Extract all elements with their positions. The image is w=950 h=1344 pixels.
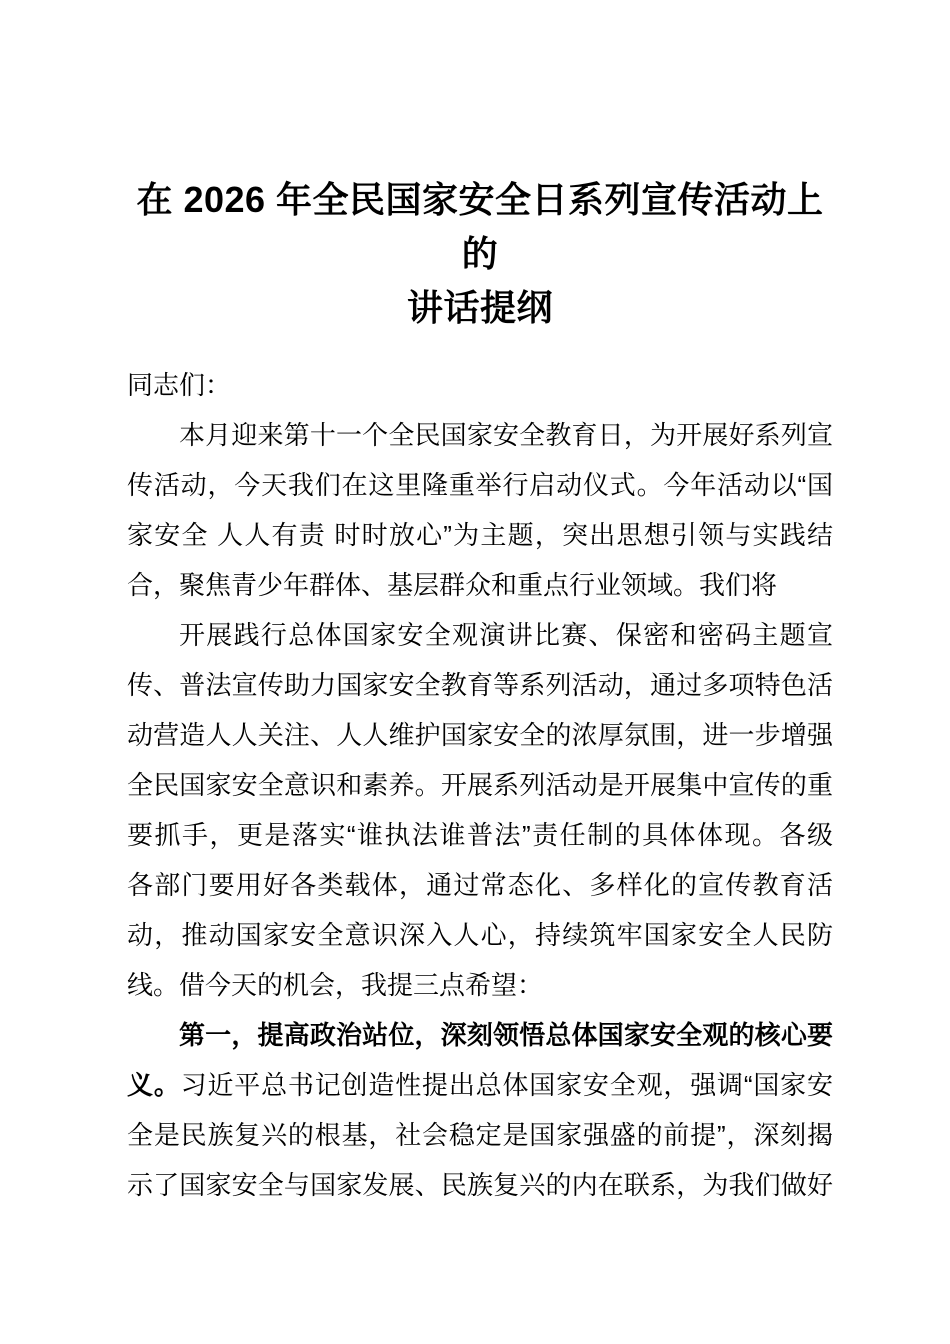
text-line: 传、普法宣传助力国家安全教育等系列活动，通过多项特色活 [127,670,833,700]
paragraph-3 [127,1010,833,1210]
text-line: 示了国家安全与国家发展、民族复兴的内在联系，为我们做好 [127,1170,833,1200]
text-line: 家安全 人人有责 时时放心”为主题，突出思想引领与实践结 [127,520,833,550]
title-line-1: 在 2026 年全民国家安全日系列宣传活动上的 [136,179,824,274]
text-line: 全民国家安全意识和素养。开展系列活动是开展集中宣传的重 [127,770,833,800]
title-line-2: 讲话提纲 [406,287,553,328]
paragraph-2 [127,610,833,1010]
text-line: 全是民族复兴的根基，社会稳定是国家强盛的前提”，深刻揭 [127,1120,833,1150]
salutation-paragraph [127,360,833,410]
text-line: 同志们： [127,370,232,400]
text-line: 线。借今天的机会，我提三点希望： [127,970,544,1000]
text-line: 动，推动国家安全意识深入人心，持续筑牢国家安全人民防 [127,920,833,950]
text-line-bold-lead: 第一，提高政治站位，深刻领悟总体国家安全观的核心要 [179,1020,833,1050]
text-line [127,1060,833,1110]
document-title [127,173,833,335]
text-run: 习近平总书记创造性提出总体国家安全观，强调“国家安 [180,1070,833,1100]
document-content [127,173,833,1210]
bold-lead-end: 义。 [127,1070,181,1100]
text-line: 传活动，今天我们在这里隆重举行启动仪式。今年活动以“国 [127,470,833,500]
text-line: 开展践行总体国家安全观演讲比赛、保密和密码主题宣 [179,620,833,650]
text-line: 动营造人人关注、人人维护国家安全的浓厚氛围，进一步增强 [127,720,833,750]
document-body [127,360,833,1210]
paragraph-1 [127,410,833,610]
text-line: 本月迎来第十一个全民国家安全教育日，为开展好系列宣 [179,420,833,450]
text-line: 合，聚焦青少年群体、基层群众和重点行业领域。我们将 [127,570,778,600]
text-line: 各部门要用好各类载体，通过常态化、多样化的宣传教育活 [127,870,833,900]
text-line: 要抓手，更是落实“谁执法谁普法”责任制的具体体现。各级 [127,820,833,850]
